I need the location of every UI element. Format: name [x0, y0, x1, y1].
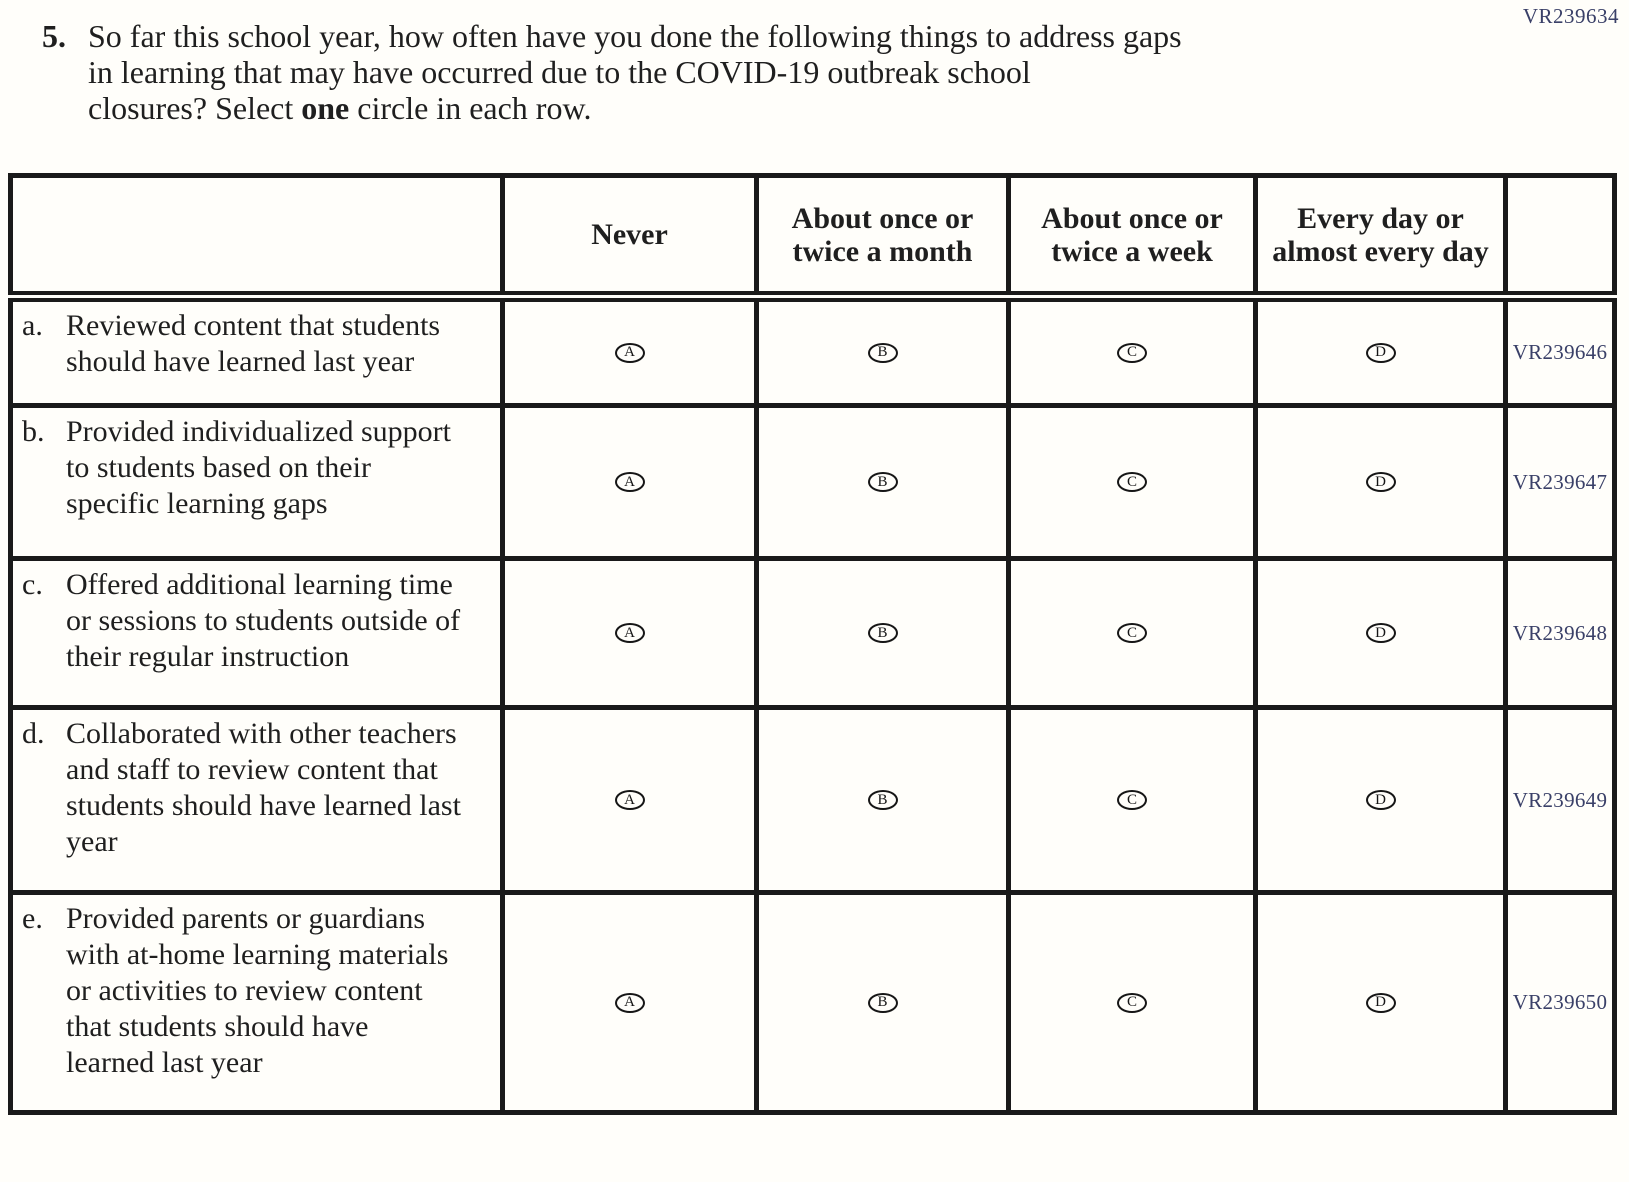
item-letter: b.	[22, 415, 45, 448]
option-letter: D	[1375, 624, 1386, 641]
option-circle-a[interactable]	[615, 993, 645, 1013]
option-circle-c[interactable]	[1117, 472, 1147, 492]
option-letter: A	[624, 994, 635, 1010]
option-letter: A	[624, 344, 635, 360]
option-circle-b[interactable]	[868, 343, 898, 363]
option-cell-week	[1009, 406, 1256, 559]
option-cell-never	[503, 708, 757, 893]
option-circle-d[interactable]	[1366, 790, 1396, 810]
option-circle-d[interactable]	[1366, 993, 1396, 1013]
option-cell-week	[1009, 893, 1256, 1113]
option-letter: D	[1375, 473, 1386, 490]
option-circle-a[interactable]	[615, 790, 645, 810]
column-header-once-twice-week: About once or twice a week	[1009, 176, 1256, 297]
question-line-3-before: closures? Select	[88, 90, 302, 126]
item-text: Collaborated with other teachers and staff to review content that students should have learned last year	[66, 717, 461, 858]
item-cell	[11, 297, 503, 406]
option-cell-never	[503, 297, 757, 406]
table-row	[11, 708, 1615, 893]
option-letter: A	[624, 624, 635, 641]
row-code: VR239650	[1506, 893, 1615, 1113]
option-cell-month	[757, 893, 1009, 1113]
option-circle-a[interactable]	[615, 472, 645, 492]
option-letter: D	[1375, 344, 1386, 360]
column-header-once-twice-month: About once or twice a month	[757, 176, 1009, 297]
option-cell-everyday	[1256, 406, 1506, 559]
option-cell-week	[1009, 708, 1256, 893]
row-code: VR239647	[1506, 406, 1615, 559]
option-circle-b[interactable]	[868, 790, 898, 810]
header-row	[11, 176, 1615, 297]
question-line-1: So far this school year, how often have you done the following things to address gaps	[88, 18, 1182, 54]
option-circle-c[interactable]	[1117, 623, 1147, 643]
option-cell-never	[503, 893, 757, 1113]
option-letter: C	[1126, 791, 1137, 808]
option-circle-a[interactable]	[615, 623, 645, 643]
question-text	[88, 18, 1182, 126]
question-line-3-after: circle in each row.	[349, 90, 592, 126]
item-letter: c.	[22, 568, 43, 601]
option-cell-month	[757, 297, 1009, 406]
option-letter: D	[1375, 994, 1386, 1010]
option-circle-a[interactable]	[615, 343, 645, 363]
option-circle-b[interactable]	[868, 472, 898, 492]
table-row	[11, 406, 1615, 559]
option-cell-month	[757, 708, 1009, 893]
option-letter: A	[624, 473, 635, 490]
option-circle-b[interactable]	[868, 623, 898, 643]
option-circle-c[interactable]	[1117, 343, 1147, 363]
option-letter: B	[877, 994, 888, 1010]
row-code: VR239646	[1506, 297, 1615, 406]
option-circle-b[interactable]	[868, 993, 898, 1013]
column-header-every-day: Every day or almost every day	[1256, 176, 1506, 297]
option-letter: C	[1126, 624, 1137, 641]
item-cell	[11, 406, 503, 559]
table-row	[11, 297, 1615, 406]
option-letter: B	[877, 473, 888, 490]
code-header-blank	[1506, 176, 1615, 297]
option-cell-week	[1009, 559, 1256, 708]
question-block	[42, 18, 1462, 126]
frequency-table	[8, 173, 1617, 1115]
option-circle-c[interactable]	[1117, 993, 1147, 1013]
option-cell-everyday	[1256, 559, 1506, 708]
item-letter: a.	[22, 309, 43, 342]
item-text: Offered additional learning time or sessions to students outside of their regular instruction	[66, 568, 461, 673]
option-cell-never	[503, 559, 757, 708]
item-letter: e.	[22, 902, 43, 935]
option-cell-everyday	[1256, 297, 1506, 406]
option-cell-everyday	[1256, 708, 1506, 893]
option-letter: B	[877, 624, 888, 641]
item-letter: d.	[22, 717, 45, 750]
option-letter: C	[1126, 344, 1137, 360]
option-cell-week	[1009, 297, 1256, 406]
question-line-3-bold: one	[301, 90, 350, 126]
item-cell	[11, 893, 503, 1113]
option-letter: D	[1375, 791, 1386, 808]
item-text: Reviewed content that students should have learned last year	[66, 309, 441, 378]
option-cell-everyday	[1256, 893, 1506, 1113]
option-letter: B	[877, 791, 888, 808]
option-cell-month	[757, 406, 1009, 559]
item-header-blank	[11, 176, 503, 297]
option-circle-d[interactable]	[1366, 472, 1396, 492]
option-cell-never	[503, 406, 757, 559]
option-letter: A	[624, 791, 635, 808]
column-header-never: Never	[503, 176, 757, 297]
row-code: VR239649	[1506, 708, 1615, 893]
item-cell	[11, 559, 503, 708]
table-row	[11, 559, 1615, 708]
option-letter: B	[877, 344, 888, 360]
option-letter: C	[1126, 994, 1137, 1010]
item-cell	[11, 708, 503, 893]
option-letter: C	[1126, 473, 1137, 490]
row-code: VR239648	[1506, 559, 1615, 708]
option-cell-month	[757, 559, 1009, 708]
option-circle-d[interactable]	[1366, 623, 1396, 643]
item-text: Provided parents or guardians with at-home learning materials or activities to review content that students should have learned last year	[66, 902, 449, 1079]
item-text: Provided individualized support to students based on their specific learning gaps	[66, 415, 451, 520]
page-code: VR239634	[1522, 4, 1619, 28]
question-line-2: in learning that may have occurred due to the COVID-19 outbreak school	[88, 54, 1031, 90]
table-row	[11, 893, 1615, 1113]
option-circle-c[interactable]	[1117, 790, 1147, 810]
question-number: 5.	[42, 18, 66, 54]
option-circle-d[interactable]	[1366, 343, 1396, 363]
